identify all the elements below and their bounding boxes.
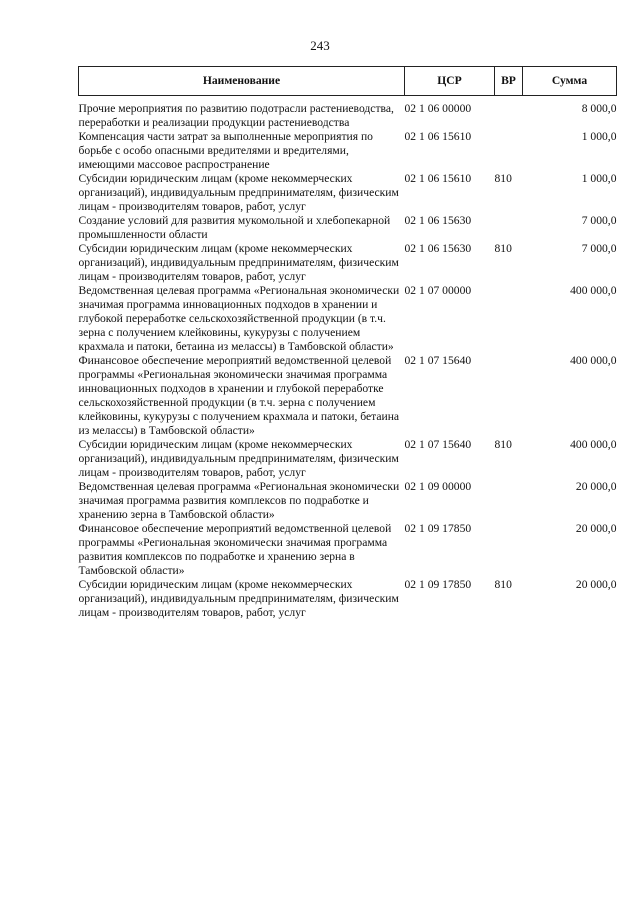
row-csr: 02 1 07 15640 bbox=[404, 354, 472, 367]
table-body bbox=[79, 96, 617, 621]
table-row bbox=[79, 214, 617, 242]
row-name: Субсидии юридическим лицам (кроме некоммерческих организаций), индивидуальным предпринимателям, физическим лицам - производителям товаров, работ, услуг bbox=[78, 172, 399, 213]
page-number: 243 bbox=[310, 38, 330, 53]
row-name: Прочие мероприятия по развитию подотрасли растениеводства, переработки и реализации продукции растениеводства bbox=[78, 102, 394, 129]
row-name: Ведомственная целевая программа «Региональная экономически значимая программа развития комплексов по подработке и хранению зерна в Тамбовской области» bbox=[78, 480, 400, 521]
table-row bbox=[79, 130, 617, 172]
table-header bbox=[79, 67, 617, 96]
row-sum: 7 000,0 bbox=[581, 214, 617, 227]
table-row bbox=[79, 438, 617, 480]
row-sum: 1 000,0 bbox=[581, 130, 617, 143]
row-vr bbox=[495, 96, 523, 131]
row-name: Создание условий для развития мукомольной и хлебопекарной промышленности области bbox=[78, 214, 391, 241]
row-sum: 400 000,0 bbox=[570, 354, 617, 367]
row-csr: 02 1 06 00000 bbox=[404, 102, 472, 115]
table-row bbox=[79, 578, 617, 620]
row-sum: 8 000,0 bbox=[581, 102, 617, 115]
row-vr bbox=[495, 130, 523, 172]
row-vr bbox=[495, 480, 523, 522]
header-vr: ВР bbox=[495, 67, 523, 96]
row-csr: 02 1 09 17850 bbox=[404, 522, 472, 535]
header-name: Наименование bbox=[79, 67, 405, 96]
row-csr: 02 1 06 15630 bbox=[404, 242, 472, 255]
table-row bbox=[79, 480, 617, 522]
row-csr: 02 1 07 15640 bbox=[404, 438, 472, 451]
table-row bbox=[79, 172, 617, 214]
row-csr: 02 1 06 15610 bbox=[404, 172, 472, 185]
row-csr: 02 1 06 15610 bbox=[404, 130, 472, 143]
row-sum: 20 000,0 bbox=[575, 480, 617, 493]
row-name: Ведомственная целевая программа «Региональная экономически значимая программа инновационных подходов в хранении и глубокой переработке сельскохозяйственной продукции (в т.ч. зерна с получением клейковины, кукурузы с получением крахмала и патоки, бетаина из мелассы) в Тамбовской области» bbox=[78, 284, 400, 353]
row-sum: 20 000,0 bbox=[575, 522, 617, 535]
row-name: Финансовое обеспечение мероприятий ведомственной целевой программы «Региональная экономически значимая программа развития комплексов по подработке и хранению зерна в Тамбовской области» bbox=[78, 522, 392, 577]
row-name: Компенсация части затрат за выполненные мероприятия по борьбе с особо опасными вредителями и вредителями, имеющими массовое распространение bbox=[78, 130, 373, 171]
row-vr bbox=[495, 522, 523, 578]
row-csr: 02 1 07 00000 bbox=[404, 284, 472, 297]
row-name: Финансовое обеспечение мероприятий ведомственной целевой программы «Региональная экономически значимая программа инновационных подходов в хранении и глубокой переработке сельскохозяйственной продукции (в т.ч. зерна с получением клейковины, кукурузы с получением крахмала и патоки, бетаина из мелассы) в Тамбовской области» bbox=[78, 354, 400, 437]
table-row bbox=[79, 96, 617, 131]
row-sum: 400 000,0 bbox=[570, 438, 617, 451]
row-csr: 02 1 06 15630 bbox=[404, 214, 472, 227]
row-vr: 810 bbox=[494, 438, 512, 451]
row-vr: 810 bbox=[494, 242, 512, 255]
row-csr: 02 1 09 17850 bbox=[404, 578, 472, 591]
row-vr: 810 bbox=[494, 578, 512, 591]
table-row bbox=[79, 522, 617, 578]
table-row bbox=[79, 284, 617, 354]
row-csr: 02 1 09 00000 bbox=[404, 480, 472, 493]
row-vr bbox=[495, 284, 523, 354]
table-row bbox=[79, 354, 617, 438]
row-name: Субсидии юридическим лицам (кроме некоммерческих организаций), индивидуальным предпринимателям, физическим лицам - производителям товаров, работ, услуг bbox=[78, 578, 399, 619]
row-sum: 400 000,0 bbox=[570, 284, 617, 297]
budget-table bbox=[78, 66, 617, 620]
row-vr: 810 bbox=[494, 172, 512, 185]
row-name: Субсидии юридическим лицам (кроме некоммерческих организаций), индивидуальным предпринимателям, физическим лицам - производителям товаров, работ, услуг bbox=[78, 242, 399, 283]
row-sum: 20 000,0 bbox=[575, 578, 617, 591]
header-csr: ЦСР bbox=[405, 67, 495, 96]
row-sum: 1 000,0 bbox=[581, 172, 617, 185]
row-vr bbox=[495, 214, 523, 242]
table-row bbox=[79, 242, 617, 284]
row-vr bbox=[495, 354, 523, 438]
header-sum: Сумма bbox=[523, 67, 617, 96]
row-name: Субсидии юридическим лицам (кроме некоммерческих организаций), индивидуальным предпринимателям, физическим лицам - производителям товаров, работ, услуг bbox=[78, 438, 399, 479]
row-sum: 7 000,0 bbox=[581, 242, 617, 255]
